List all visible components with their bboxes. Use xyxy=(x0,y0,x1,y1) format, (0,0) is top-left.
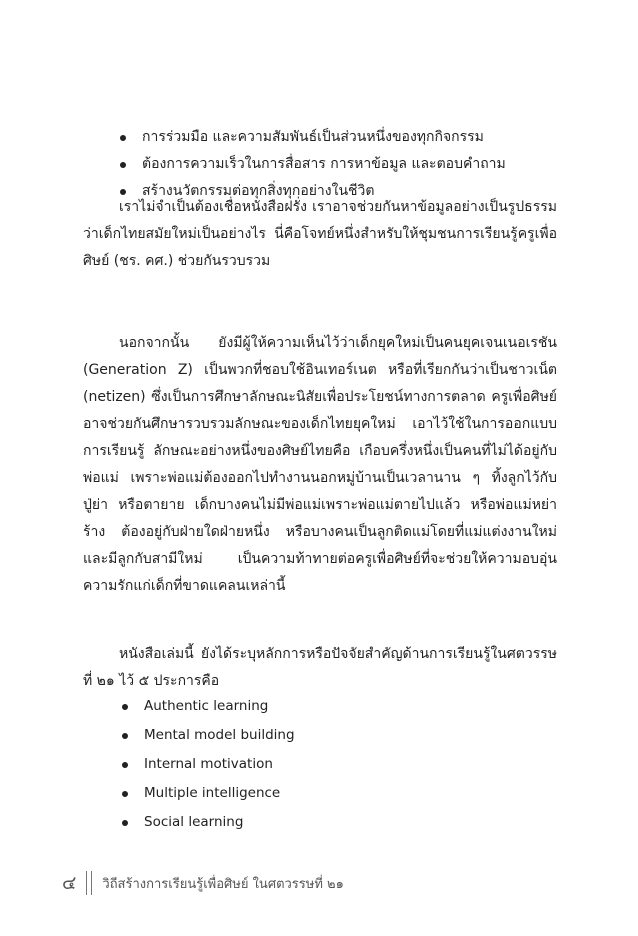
bullet-icon xyxy=(122,733,128,739)
list-item xyxy=(122,808,522,837)
list-item-text: Mental model building xyxy=(144,727,295,743)
list-item-text: ต้องการความเร็วในการสื่อสาร การหาข้อมูล และตอบคำถาม xyxy=(142,156,506,172)
list-item xyxy=(122,779,522,808)
list-item xyxy=(122,721,522,750)
list-item-text: Authentic learning xyxy=(144,698,269,714)
list-item xyxy=(120,151,580,178)
bullet-icon xyxy=(122,762,128,768)
bullet-list-principles xyxy=(122,692,522,837)
bullet-icon xyxy=(122,704,128,710)
bullet-icon xyxy=(120,162,126,168)
bullet-icon xyxy=(120,135,126,141)
list-item-text: Internal motivation xyxy=(144,756,273,772)
paragraph-thai-youth-data: เราไม่จำเป็นต้องเชื่อหนังสือฝรั่ง เราอาจช่วยกันหาข้อมูลอย่างเป็นรูปธรรมว่าเด็กไทยสมัยใหม่เป็นอย่างไร นี่คือโจทย์หนึ่งสำหรับให้ชุมชนการเรียนรู้ครูเพื่อศิษย์ (ชร. คศ.) ช่วยกันรวบรวม xyxy=(83,199,557,269)
list-item xyxy=(122,750,522,779)
list-item-text: สร้างนวัตกรรมต่อทุกสิ่งทุกอย่างในชีวิต xyxy=(142,183,375,199)
paragraph-generation-z: นอกจากนั้น ยังมีผู้ให้ความเห็นไว้ว่าเด็กยุคใหม่เป็นคนยุคเจนเนอเรชัน (Generation Z) เป็นพวกที่ชอบใช้อินเทอร์เนต หรือที่เรียกกันว่าเป็นชาวเน็ต (netizen) ซึ่งเป็นการศึกษาลักษณะนิสัยเพื่อประโยชน์ทางการตลาด ครูเพื่อศิษย์อาจช่วยกันศึกษารวบรวมลักษณะของเด็กไทยยุคใหม่ เอาไว้ใช้ในการออกแบบการเรียนรู้ ลักษณะอย่างหนึ่งของศิษย์ไทยคือ เกือบครึ่งหนึ่งเป็นคนที่ไม่ได้อยู่กับพ่อแม่ เพราะพ่อแม่ต้องออกไปทำงานนอกหมู่บ้านเป็นเวลานาน ๆ ทิ้งลูกไว้กับปู่ย่า หรือตายาย เด็กบางคนไม่มีพ่อแม่เพราะพ่อแม่ตายไปแล้ว หรือพ่อแม่หย่าร้าง ต้องอยู่กับฝ่ายใดฝ่ายหนึ่ง หรือบางคนเป็นลูกติดแม่โดยที่แม่แต่งงานใหม่และมีลูกกับสามีใหม่ เป็นความท้าทายต่อครูเพื่อศิษย์ที่จะช่วยให้ความอบอุ่น ความรักแก่เด็กที่ขาดแคลนเหล่านี้ xyxy=(83,335,557,594)
page-footer xyxy=(62,869,344,897)
list-item-text: Multiple intelligence xyxy=(144,785,281,801)
bullet-list-top xyxy=(120,124,580,205)
footer-divider xyxy=(86,871,92,895)
paragraph-21st-century-principles: หนังสือเล่มนี้ ยังได้ระบุหลักการหรือปัจจัยสำคัญด้านการเรียนรู้ในศตวรรษที่ ๒๑ ไว้ ๕ ประการคือ xyxy=(83,646,557,689)
list-item-text: การร่วมมือ และความสัมพันธ์เป็นส่วนหนึ่งของทุกกิจกรรม xyxy=(142,129,484,145)
running-book-title: วิถีสร้างการเรียนรู้เพื่อศิษย์ ในศตวรรษที่ ๒๑ xyxy=(102,876,344,892)
list-item xyxy=(120,124,580,151)
bullet-icon xyxy=(122,791,128,797)
list-item xyxy=(122,692,522,721)
list-item-text: Social learning xyxy=(144,814,244,830)
page-number: ๔ xyxy=(62,872,77,894)
bullet-icon xyxy=(122,820,128,826)
